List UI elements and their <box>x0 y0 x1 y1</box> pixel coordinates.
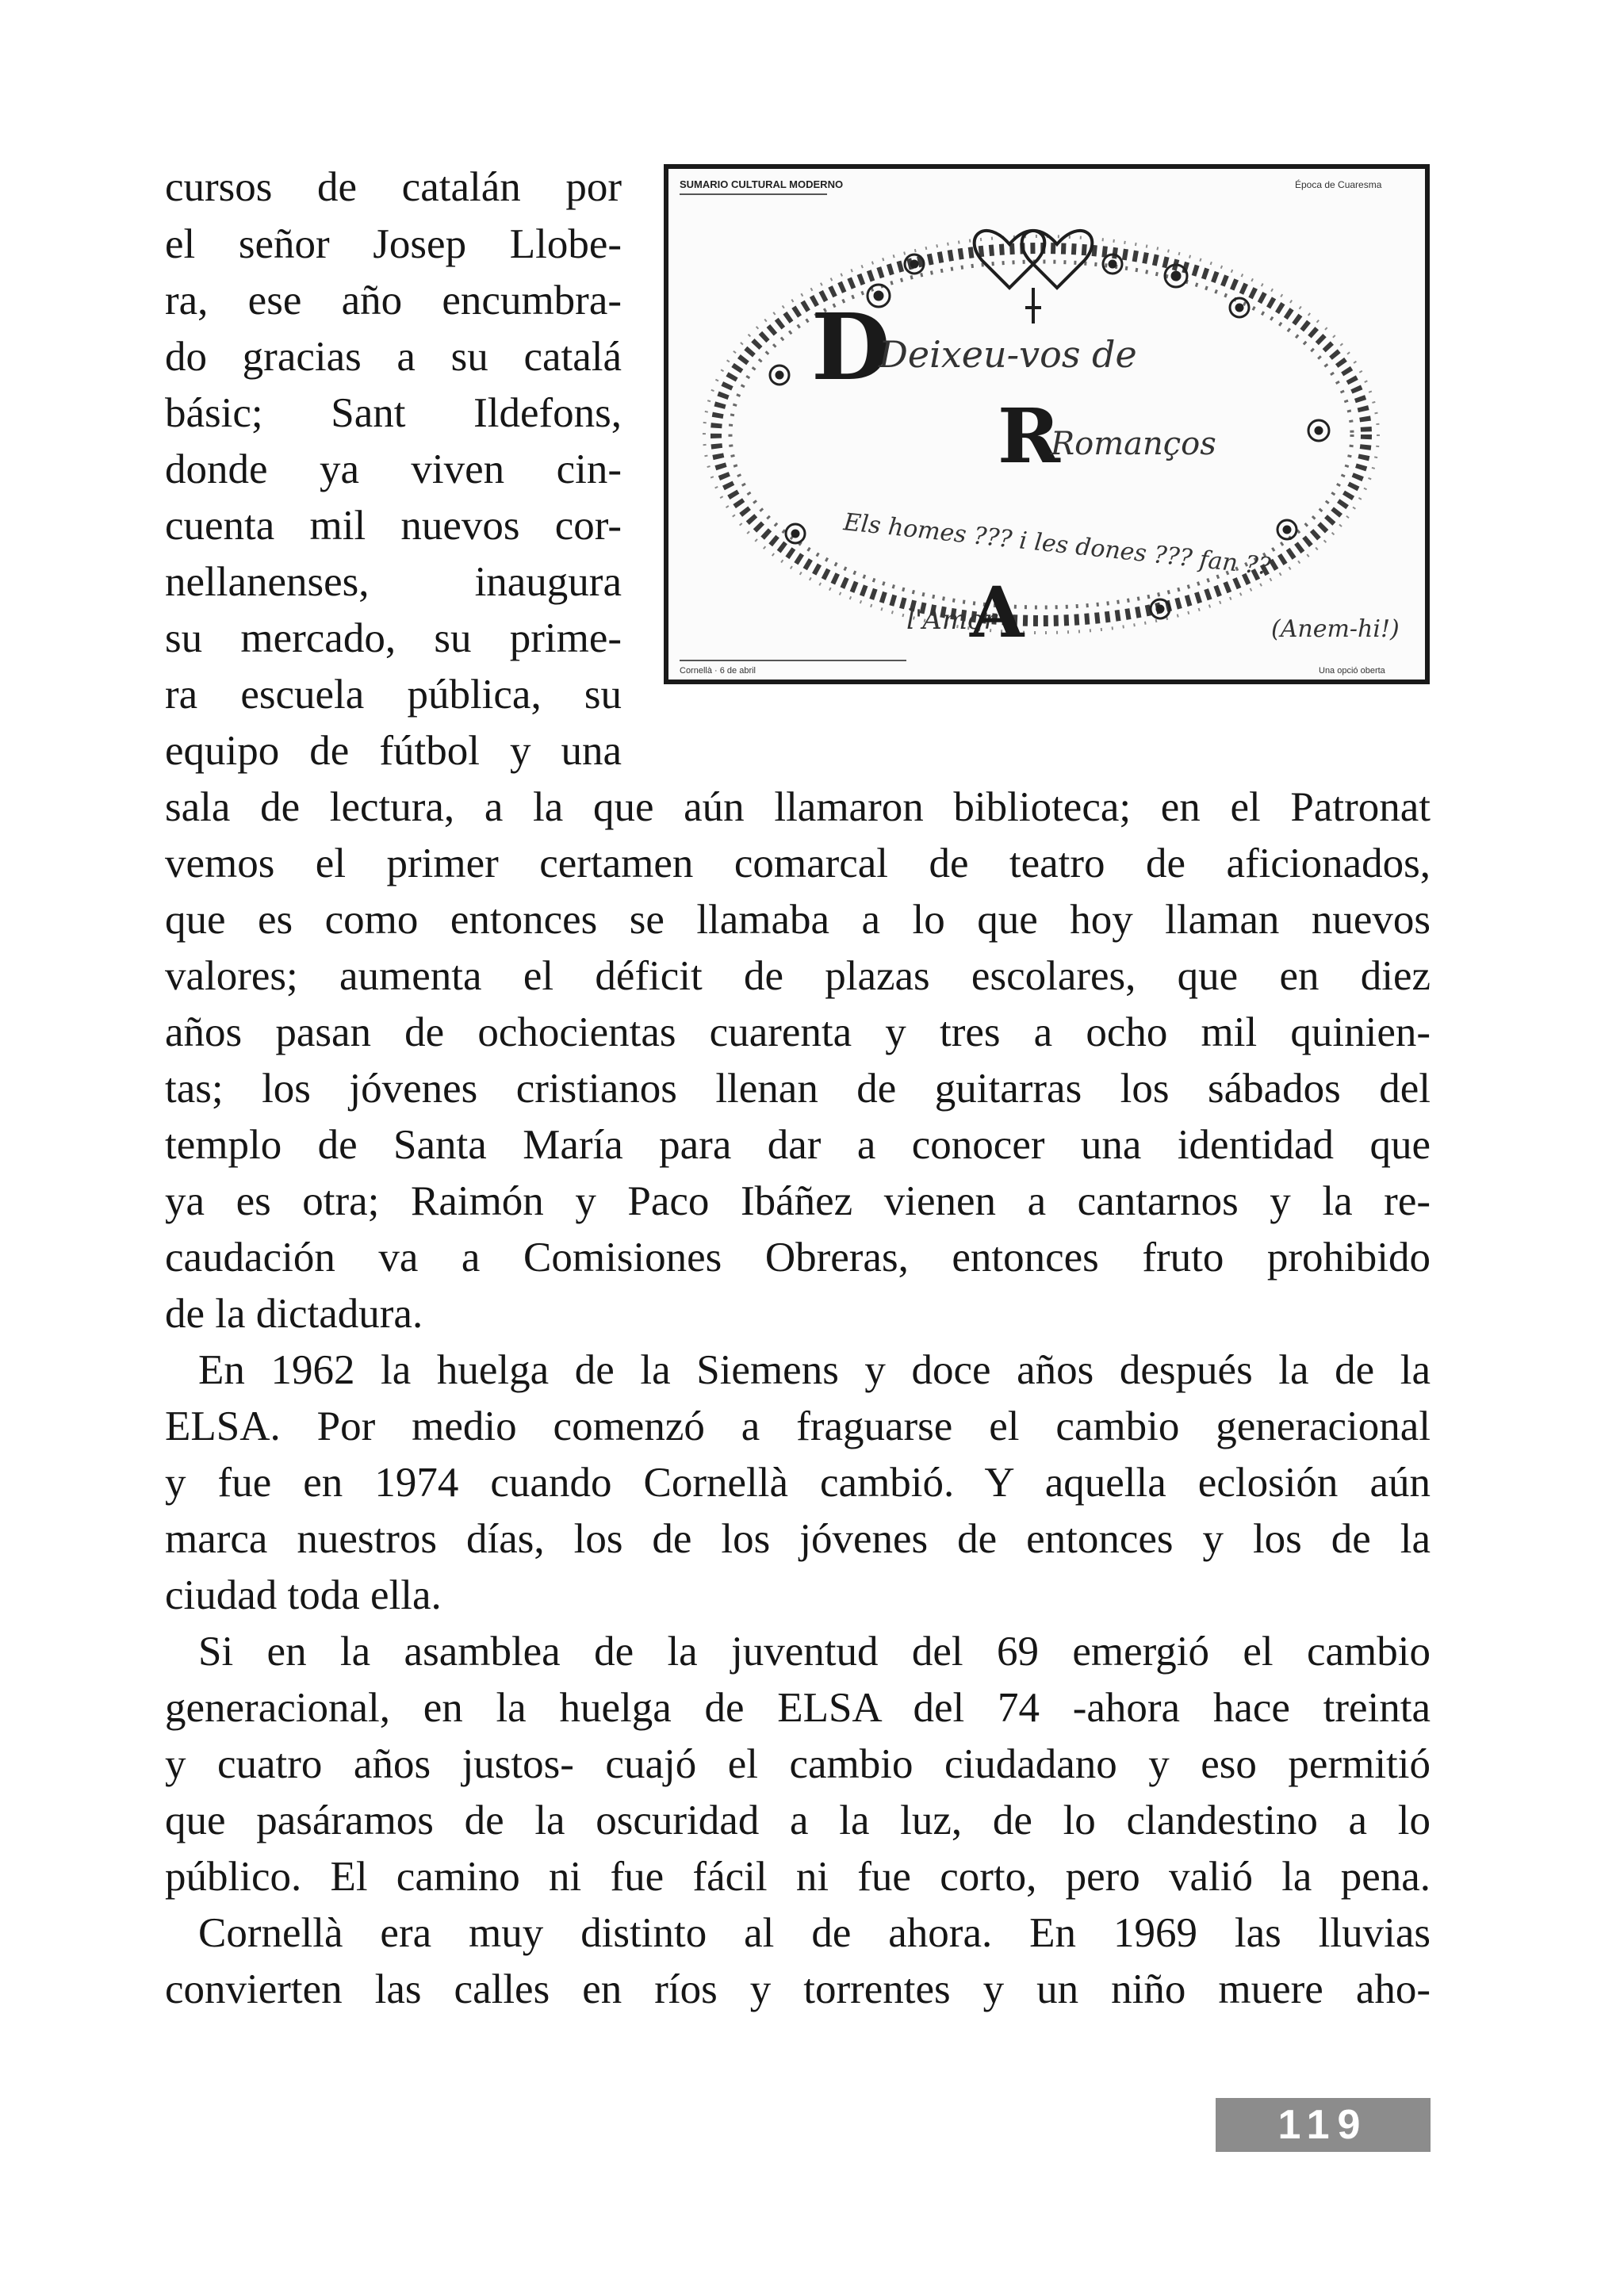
text-line: ra, ese año encumbra- <box>165 278 622 323</box>
text-line: vemos el primer certamen comarcal de teatro de aficionados, <box>165 840 1431 886</box>
svg-text:D: D <box>811 294 891 401</box>
svg-text:R: R <box>998 392 1060 480</box>
text-line: sala de lectura, a la que aún llamaron biblioteca; en el Patronat <box>165 784 1431 830</box>
text-line: Si en la asamblea de la juventud del 69 emergió el cambio <box>198 1629 1431 1675</box>
poster-image <box>664 164 1430 684</box>
text-line: cursos de catalán por <box>165 164 622 210</box>
text-line: Cornellà era muy distinto al de ahora. En 1969 las lluvias <box>198 1910 1431 1956</box>
text-line: de la dictadura. <box>165 1291 423 1337</box>
poster-drawing <box>668 169 1425 680</box>
text-line: ra escuela pública, su <box>165 672 622 718</box>
svg-text:A: A <box>970 571 1025 653</box>
text-line: nellanenses, inaugura <box>165 559 622 605</box>
text-line: el señor Josep Llobe- <box>165 221 622 267</box>
text-line: valores; aumenta el déficit de plazas escolares, que en diez <box>165 953 1431 999</box>
page-number: 119 <box>1277 2102 1369 2148</box>
poster-footer-right: Una opció oberta <box>1319 666 1385 676</box>
text-line: cuenta mil nuevos cor- <box>165 503 622 549</box>
text-line: donde ya viven cin- <box>165 446 622 492</box>
text-line: templo de Santa María para dar a conocer una identidad que <box>165 1122 1431 1168</box>
text-line: marca nuestros días, los de los jóvenes de entonces y los de la <box>165 1516 1431 1562</box>
poster-footer-left: Cornellà · 6 de abril <box>680 666 756 676</box>
poster-line-3: Els homes ??? i les dones ??? fan ?? <box>842 508 1273 581</box>
poster-line-2: Romanços <box>1051 426 1216 462</box>
poster-line-4: l'Amor <box>906 604 997 636</box>
poster-line-1: Deixeu-vos de <box>879 333 1137 376</box>
text-line: ELSA. Por medio comenzó a fraguarse el cambio generacional <box>165 1403 1431 1449</box>
text-line: años pasan de ochocientas cuarenta y tres a ocho mil quinien- <box>165 1009 1431 1055</box>
text-line: generacional, en la huelga de ELSA del 74 -ahora hace treinta <box>165 1685 1431 1731</box>
poster-header-right: Época de Cuaresma <box>1295 179 1382 190</box>
text-line: tas; los jóvenes cristianos llenan de guitarras los sábados del <box>165 1066 1431 1112</box>
text-line: convierten las calles en ríos y torrentes y un niño muere aho- <box>165 1966 1431 2012</box>
text-line: público. El camino ni fue fácil ni fue corto, pero valió la pena. <box>165 1854 1431 1900</box>
text-line: básic; Sant Ildefons, <box>165 390 622 436</box>
text-line: caudación va a Comisiones Obreras, entonces fruto prohibido <box>165 1235 1431 1281</box>
text-line: do gracias a su catalá <box>165 334 622 380</box>
text-line: equipo de fútbol y una <box>165 728 622 774</box>
text-line: y fue en 1974 cuando Cornellà cambió. Y aquella eclosión aún <box>165 1460 1431 1506</box>
text-line: que es como entonces se llamaba a lo que hoy llaman nuevos <box>165 897 1431 943</box>
text-line: que pasáramos de la oscuridad a la luz, de lo clandestino a lo <box>165 1797 1431 1843</box>
poster-line-5: (Anem-hi!) <box>1271 615 1400 643</box>
poster-header-left: SUMARIO CULTURAL MODERNO <box>680 178 844 190</box>
text-line: En 1962 la huelga de la Siemens y doce años después la de la <box>198 1347 1431 1393</box>
text-line: su mercado, su prime- <box>165 615 622 661</box>
text-line: y cuatro años justos- cuajó el cambio ciudadano y eso permitió <box>165 1741 1431 1787</box>
text-line: ciudad toda ella. <box>165 1572 442 1618</box>
text-line: ya es otra; Raimón y Paco Ibáñez vienen a cantarnos y la re- <box>165 1178 1431 1224</box>
page-number-box <box>1216 2098 1431 2152</box>
